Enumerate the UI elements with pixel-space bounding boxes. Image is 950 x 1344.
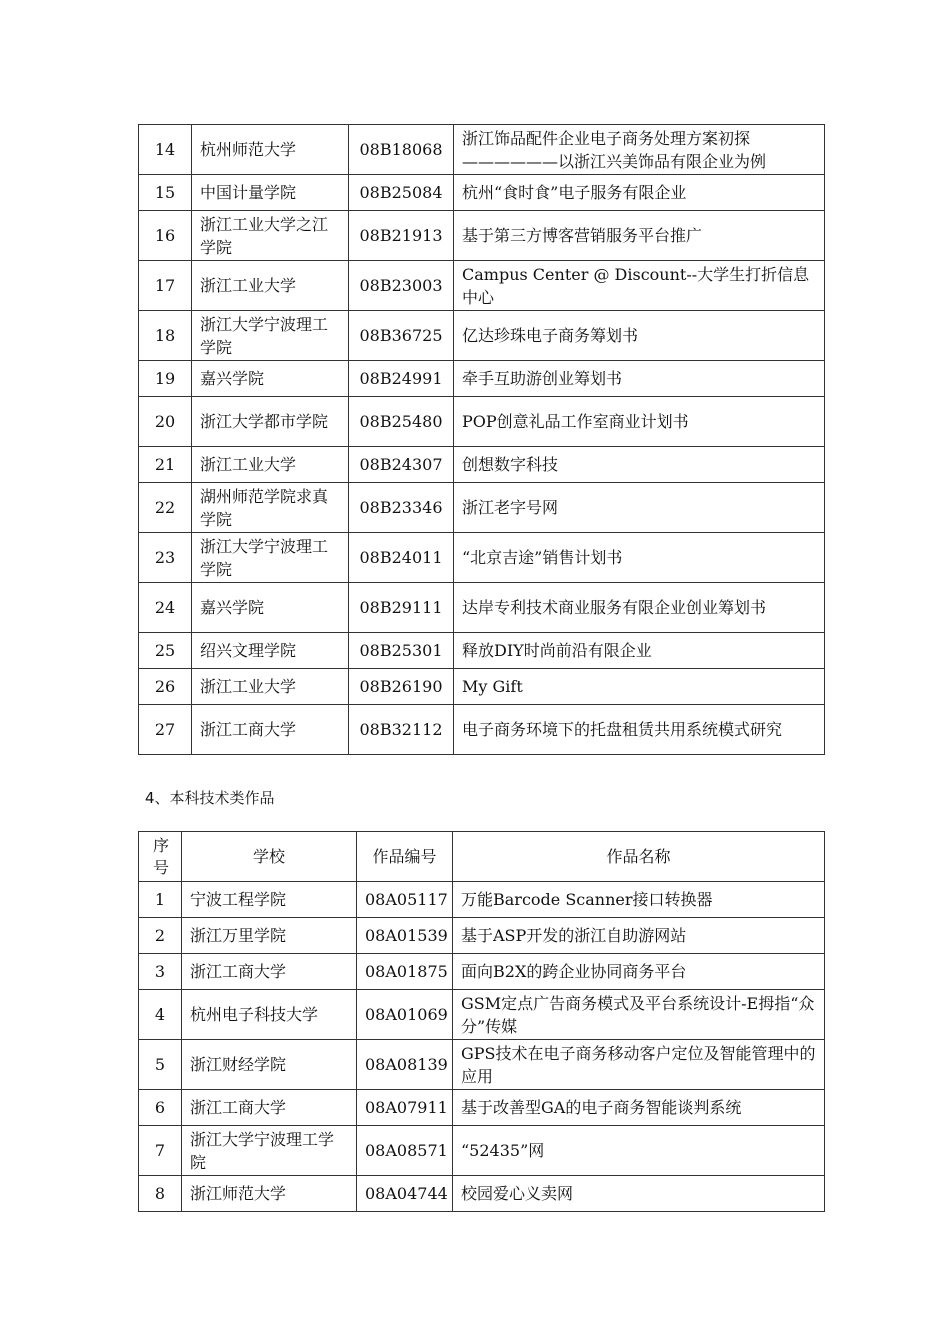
work-title: 创想数字科技 xyxy=(454,447,825,483)
work-code: 08B18068 xyxy=(349,125,454,175)
table-row xyxy=(139,954,825,990)
table-row xyxy=(139,1126,825,1176)
work-code: 08B23003 xyxy=(349,261,454,311)
work-code: 08A08139 xyxy=(357,1040,453,1090)
work-code: 08B21913 xyxy=(349,211,454,261)
work-title: “52435”网 xyxy=(453,1126,825,1176)
row-number: 8 xyxy=(139,1176,182,1212)
table-row xyxy=(139,1176,825,1212)
work-code: 08B32112 xyxy=(349,705,454,755)
row-number: 26 xyxy=(139,669,192,705)
header-no: 序号 xyxy=(139,832,182,882)
work-title: “北京吉途”销售计划书 xyxy=(454,533,825,583)
work-code: 08B36725 xyxy=(349,311,454,361)
school-name: 浙江大学宁波理工学院 xyxy=(182,1126,357,1176)
work-code: 08B23346 xyxy=(349,483,454,533)
work-title: GPS技术在电子商务移动客户定位及智能管理中的应用 xyxy=(453,1040,825,1090)
work-title: 浙江饰品配件企业电子商务处理方案初探——————以浙江兴美饰品有限企业为例 xyxy=(454,125,825,175)
table-row xyxy=(139,361,825,397)
school-name: 中国计量学院 xyxy=(192,175,349,211)
table-row xyxy=(139,447,825,483)
table-row xyxy=(139,311,825,361)
table-row xyxy=(139,918,825,954)
work-title: 牵手互助游创业筹划书 xyxy=(454,361,825,397)
work-code: 08A08571 xyxy=(357,1126,453,1176)
work-title: My Gift xyxy=(454,669,825,705)
table-row xyxy=(139,882,825,918)
awards-table-continued xyxy=(138,124,825,755)
table-row xyxy=(139,211,825,261)
work-code: 08A01539 xyxy=(357,918,453,954)
school-name: 浙江工业大学 xyxy=(192,669,349,705)
work-title: 基于第三方博客营销服务平台推广 xyxy=(454,211,825,261)
school-name: 浙江工业大学 xyxy=(192,261,349,311)
work-title: 电子商务环境下的托盘租赁共用系统模式研究 xyxy=(454,705,825,755)
table-row xyxy=(139,397,825,447)
work-title: 达岸专利技术商业服务有限企业创业筹划书 xyxy=(454,583,825,633)
table-row xyxy=(139,990,825,1040)
work-code: 08B24307 xyxy=(349,447,454,483)
table-row xyxy=(139,125,825,175)
row-number: 6 xyxy=(139,1090,182,1126)
row-number: 27 xyxy=(139,705,192,755)
work-code: 08A05117 xyxy=(357,882,453,918)
school-name: 宁波工程学院 xyxy=(182,882,357,918)
row-number: 2 xyxy=(139,918,182,954)
table-row xyxy=(139,583,825,633)
work-title: 基于ASP开发的浙江自助游网站 xyxy=(453,918,825,954)
work-title: 面向B2X的跨企业协同商务平台 xyxy=(453,954,825,990)
work-code: 08B29111 xyxy=(349,583,454,633)
undergrad-tech-table xyxy=(138,831,825,1212)
work-title: 校园爱心义卖网 xyxy=(453,1176,825,1212)
school-name: 浙江工商大学 xyxy=(192,705,349,755)
row-number: 23 xyxy=(139,533,192,583)
school-name: 浙江大学都市学院 xyxy=(192,397,349,447)
school-name: 杭州师范大学 xyxy=(192,125,349,175)
work-code: 08B24011 xyxy=(349,533,454,583)
row-number: 15 xyxy=(139,175,192,211)
school-name: 浙江工业大学之江学院 xyxy=(192,211,349,261)
row-number: 19 xyxy=(139,361,192,397)
table-row xyxy=(139,669,825,705)
awards-table-continued-body xyxy=(139,125,825,755)
work-code: 08B25480 xyxy=(349,397,454,447)
work-title: GSM定点广告商务模式及平台系统设计-E拇指“众分”传媒 xyxy=(453,990,825,1040)
table-row xyxy=(139,483,825,533)
work-title: 杭州“食时食”电子服务有限企业 xyxy=(454,175,825,211)
row-number: 4 xyxy=(139,990,182,1040)
header-school: 学校 xyxy=(182,832,357,882)
work-code: 08B25084 xyxy=(349,175,454,211)
work-code: 08B24991 xyxy=(349,361,454,397)
row-number: 16 xyxy=(139,211,192,261)
row-number: 18 xyxy=(139,311,192,361)
work-title: Campus Center @ Discount--大学生打折信息中心 xyxy=(454,261,825,311)
table-row xyxy=(139,1090,825,1126)
work-title: POP创意礼品工作室商业计划书 xyxy=(454,397,825,447)
school-name: 浙江大学宁波理工学院 xyxy=(192,311,349,361)
work-code: 08A04744 xyxy=(357,1176,453,1212)
table-row xyxy=(139,705,825,755)
school-name: 浙江工商大学 xyxy=(182,1090,357,1126)
work-title: 释放DIY时尚前沿有限企业 xyxy=(454,633,825,669)
work-code: 08B25301 xyxy=(349,633,454,669)
work-code: 08A01875 xyxy=(357,954,453,990)
table-row xyxy=(139,633,825,669)
work-code: 08A07911 xyxy=(357,1090,453,1126)
school-name: 浙江万里学院 xyxy=(182,918,357,954)
school-name: 浙江大学宁波理工学院 xyxy=(192,533,349,583)
school-name: 杭州电子科技大学 xyxy=(182,990,357,1040)
school-name: 浙江财经学院 xyxy=(182,1040,357,1090)
work-title: 亿达珍珠电子商务筹划书 xyxy=(454,311,825,361)
row-number: 7 xyxy=(139,1126,182,1176)
row-number: 5 xyxy=(139,1040,182,1090)
row-number: 24 xyxy=(139,583,192,633)
school-name: 嘉兴学院 xyxy=(192,583,349,633)
work-code: 08B26190 xyxy=(349,669,454,705)
undergrad-tech-table-body xyxy=(139,882,825,1212)
row-number: 17 xyxy=(139,261,192,311)
table-row xyxy=(139,1040,825,1090)
table-row xyxy=(139,533,825,583)
row-number: 25 xyxy=(139,633,192,669)
work-title: 浙江老字号网 xyxy=(454,483,825,533)
work-code: 08A01069 xyxy=(357,990,453,1040)
row-number: 20 xyxy=(139,397,192,447)
school-name: 浙江师范大学 xyxy=(182,1176,357,1212)
row-number: 21 xyxy=(139,447,192,483)
row-number: 14 xyxy=(139,125,192,175)
school-name: 浙江工商大学 xyxy=(182,954,357,990)
row-number: 1 xyxy=(139,882,182,918)
work-title: 基于改善型GA的电子商务智能谈判系统 xyxy=(453,1090,825,1126)
work-title: 万能Barcode Scanner接口转换器 xyxy=(453,882,825,918)
table-row xyxy=(139,175,825,211)
header-code: 作品编号 xyxy=(357,832,453,882)
school-name: 浙江工业大学 xyxy=(192,447,349,483)
row-number: 22 xyxy=(139,483,192,533)
section-heading-undergrad-tech: 4、本科技术类作品 xyxy=(145,789,275,807)
school-name: 湖州师范学院求真学院 xyxy=(192,483,349,533)
school-name: 绍兴文理学院 xyxy=(192,633,349,669)
school-name: 嘉兴学院 xyxy=(192,361,349,397)
row-number: 3 xyxy=(139,954,182,990)
table-header-row xyxy=(139,832,825,882)
table-row xyxy=(139,261,825,311)
header-title: 作品名称 xyxy=(453,832,825,882)
